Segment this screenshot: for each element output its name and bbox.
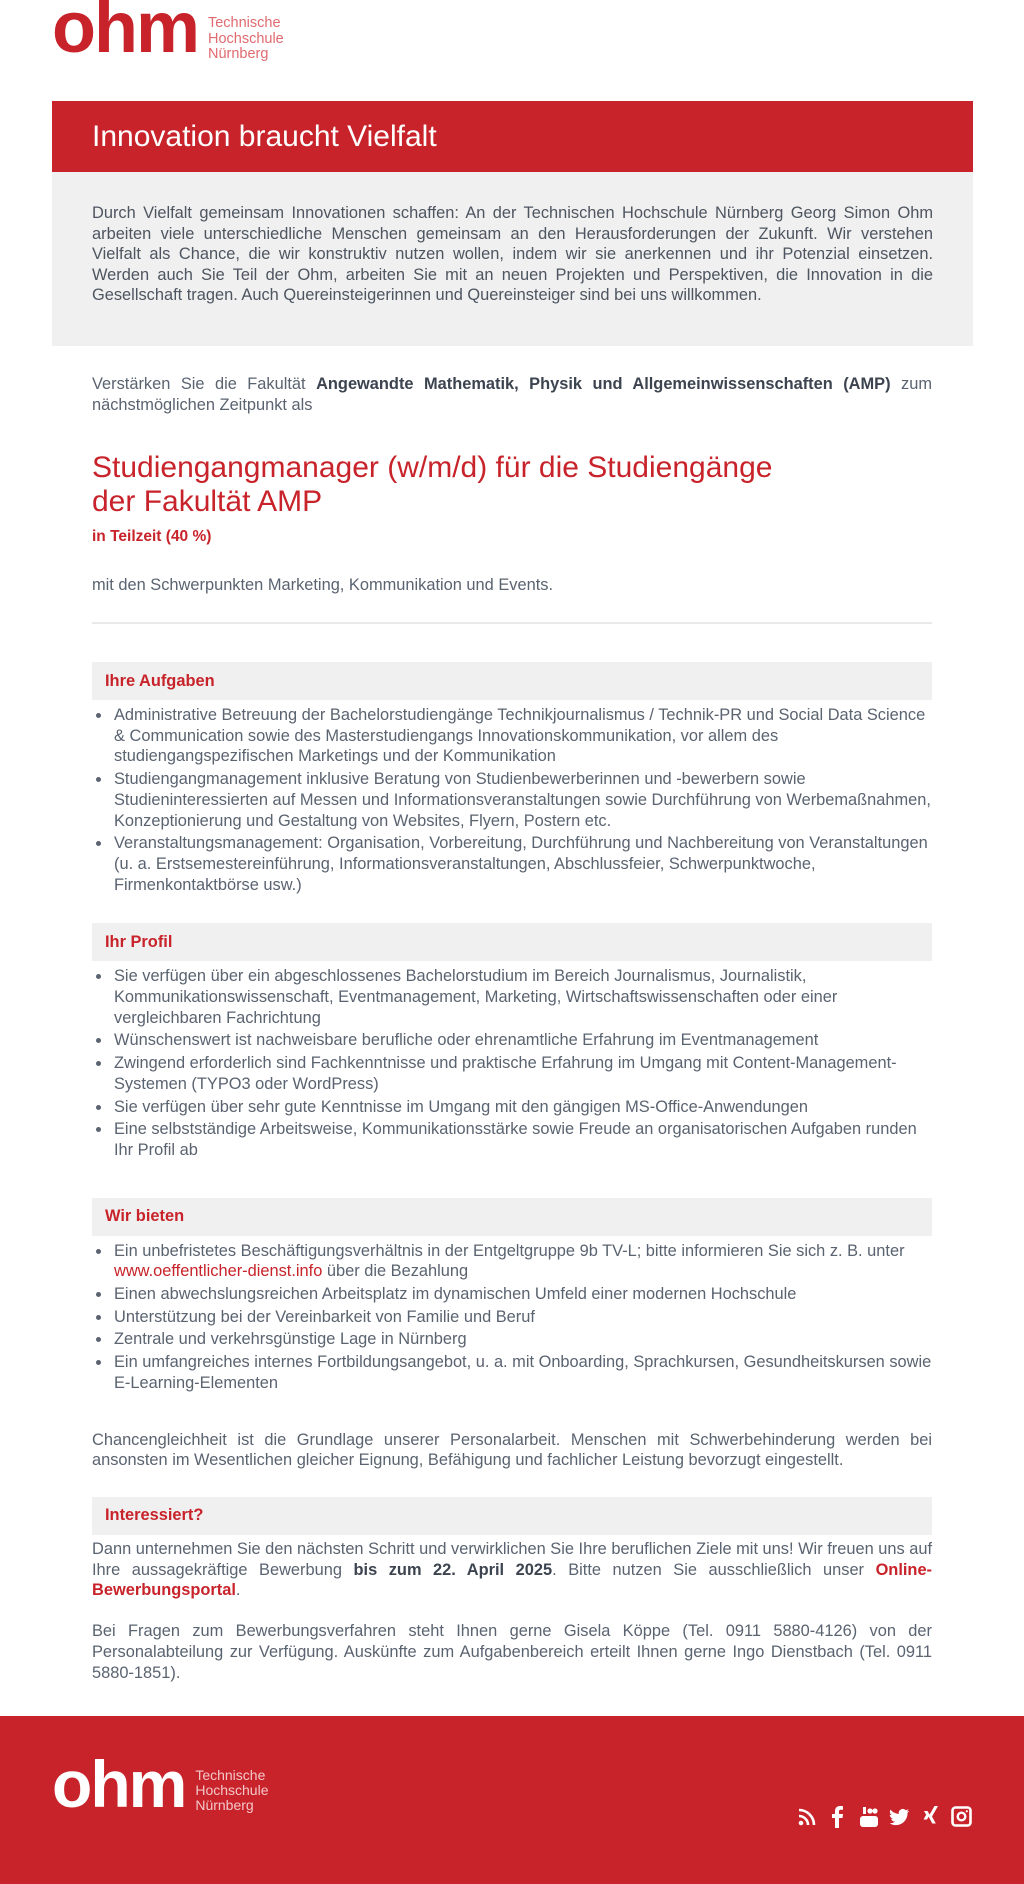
job-subtitle: in Teilzeit (40 %): [92, 528, 212, 545]
application-text: [92, 1539, 932, 1601]
rss-icon[interactable]: [796, 1806, 817, 1827]
intro-text: [92, 374, 932, 416]
divider: [92, 622, 932, 624]
footer: [0, 1716, 1024, 1884]
list-item: Eine selbstständige Arbeitsweise, Kommunikationsstärke sowie Freude an organisatorischen Aufgaben runden Ihr Profil ab: [92, 1119, 932, 1160]
list-item: Zentrale und verkehrsgünstige Lage in Nürnberg: [92, 1329, 932, 1350]
logo-line: Technische: [195, 1766, 266, 1783]
footer-logo[interactable]: [52, 1747, 269, 1821]
list-item: Veranstaltungsmanagement: Organisation, Vorbereitung, Durchführung und Nachbereitung von Veranstaltungen (u. a. Erstsemestereinführung, Informationsveranstaltungen, Abschlussfeier, Schwerpunktwoche, Firmenkontaktbörse usw.): [92, 833, 932, 895]
deadline: bis zum 22. April 2025: [353, 1560, 553, 1579]
intro-before: Verstärken Sie die Fakultät: [92, 375, 317, 393]
item-text: Ein unbefristetes Beschäftigungsverhältnis in der Entgeltgruppe 9b TV-L; bitte informieren Sie sich z. B. unter: [114, 1241, 905, 1260]
list-item: Ein umfangreiches internes Fortbildungsangebot, u. a. mit Onboarding, Sprachkursen, Gesundheitskursen sowie E-Learning-Elementen: [92, 1352, 932, 1393]
faculty-name: Angewandte Mathematik, Physik und Allgemeinwissenschaften (AMP): [316, 375, 891, 393]
list-item: Zwingend erforderlich sind Fachkenntnisse und praktische Erfahrung im Umgang mit Content-Management-Systemen (TYPO3 oder WordPress): [92, 1053, 932, 1094]
logo-subtitle: [208, 16, 284, 64]
list-item: Wünschenswert ist nachweisbare berufliche oder ehrenamtliche Erfahrung im Eventmanagement: [92, 1030, 932, 1051]
application-portal-link[interactable]: Online-Bewerbungsportal: [92, 1560, 933, 1600]
logo-line: Nürnberg: [195, 1796, 254, 1813]
logo-line: Nürnberg: [207, 46, 269, 63]
logo-line: Technische: [207, 15, 281, 32]
logo-wordmark: ohm: [52, 0, 198, 68]
intro-after: zum nächstmöglichen Zeitpunkt als: [92, 375, 932, 414]
section-heading-aufgaben: Ihre Aufgaben: [92, 662, 932, 700]
salary-link[interactable]: www.oeffentlicher-dienst.info: [114, 1262, 323, 1281]
hero-text: Durch Vielfalt gemeinsam Innovationen schaffen: An der Technischen Hochschule Nürnberg Georg Simon Ohm arbeiten viele unterschiedliche Menschen gemeinsam an den Herausforderungen der Zukunft. Wir verstehen Vielfalt als Chance, die wir konstruktiv nutzen wollen, indem wir sie anerkennen und ihr Potenzial einsetzen. Werden auch Sie Teil der Ohm, arbeiten Sie mit an neuen Projekten und Perspektiven, die Innovation in die Gesellschaft tragen. Auch Quereinsteigerinnen und Quereinsteiger sind bei uns willkommen.: [52, 172, 973, 346]
facebook-icon[interactable]: [827, 1806, 848, 1827]
xing-icon[interactable]: [920, 1806, 941, 1827]
section-heading-profil: Ihr Profil: [92, 923, 932, 961]
equal-opportunity-text: Chancengleichheit ist die Grundlage unserer Personalarbeit. Menschen mit Schwerbehinderung werden bei ansonsten im Wesentlichen gleicher Eignung, Befähigung und fachlicher Leistung bevorzugt eingestellt.: [92, 1430, 932, 1470]
job-title-line: Studiengangmanager (w/m/d) für die Studiengänge: [92, 451, 773, 484]
contact-text: Bei Fragen zum Bewerbungsverfahren steht Ihnen gerne Gisela Köppe (Tel. 0911 5880-4126) von der Personalabteilung zur Verfügung. Auskünfte zum Aufgabenbereich erteilt Ihnen gerne Ingo Dienstbach (Tel. 0911 5880-1851).: [92, 1622, 932, 1682]
youtube-icon[interactable]: [858, 1806, 879, 1827]
list-item: [92, 1241, 932, 1282]
instagram-icon[interactable]: [951, 1806, 972, 1827]
list-item: Sie verfügen über sehr gute Kenntnisse im Umgang mit den gängigen MS-Office-Anwendungen: [92, 1097, 932, 1118]
list-item: Sie verfügen über ein abgeschlossenes Bachelorstudium im Bereich Journalismus, Journalistik, Kommunikationswissenschaft, Eventmanagement, Marketing, Wirtschaftswissenschaften oder einer vergleichbaren Fachrichtung: [92, 966, 932, 1028]
job-title-line: der Fakultät AMP: [92, 485, 323, 518]
header-logo[interactable]: [52, 0, 284, 68]
logo-wordmark: ohm: [52, 1747, 186, 1821]
logo-line: Hochschule: [207, 30, 284, 47]
application-text-part: .: [235, 1581, 241, 1600]
list-item: Studiengangmanagement inklusive Beratung von Studienbewerberinnen und -bewerbern sowie Studieninteressierten auf Messen und Informationsveranstaltungen sowie Durchführung von Werbemaßnahmen, Konzeptionierung und Gestaltung von Websites, Flyern, Postern etc.: [92, 769, 932, 831]
social-links: [796, 1806, 972, 1827]
item-text: über die Bezahlung: [322, 1262, 469, 1281]
application-text-part: . Bitte nutzen Sie ausschließlich unser: [552, 1560, 876, 1579]
section-heading-interessiert: Interessiert?: [92, 1497, 932, 1535]
twitter-icon[interactable]: [889, 1806, 910, 1827]
application-text-part: Dann unternehmen Sie den nächsten Schritt und verwirklichen Sie Ihre beruflichen Ziele mit uns! Wir freuen uns auf Ihre aussagekräftige Bewerbung: [92, 1539, 933, 1579]
job-focus: mit den Schwerpunkten Marketing, Kommunikation und Events.: [92, 576, 553, 594]
list-item: Administrative Betreuung der Bachelorstudiengänge Technikjournalismus / Technik-PR und Social Data Science & Communication sowie des Masterstudiengangs Innovationskommunikation, vor allem des studiengangspezifischen Marketings und der Kommunikation: [92, 705, 932, 767]
hero-section: [52, 101, 973, 346]
list-item: Einen abwechslungsreichen Arbeitsplatz im dynamischen Umfeld einer modernen Hochschule: [92, 1284, 932, 1305]
list-item: Unterstützung bei der Vereinbarkeit von Familie und Beruf: [92, 1307, 932, 1328]
main-content: [92, 374, 932, 1683]
logo-line: Hochschule: [195, 1781, 269, 1798]
aufgaben-list: [92, 705, 932, 895]
hero-title: Innovation braucht Vielfalt: [52, 101, 973, 172]
logo-subtitle: [195, 1768, 268, 1817]
bieten-list: [92, 1241, 932, 1394]
job-title: [92, 451, 932, 519]
profil-list: [92, 966, 932, 1160]
section-heading-bieten: Wir bieten: [92, 1198, 932, 1236]
